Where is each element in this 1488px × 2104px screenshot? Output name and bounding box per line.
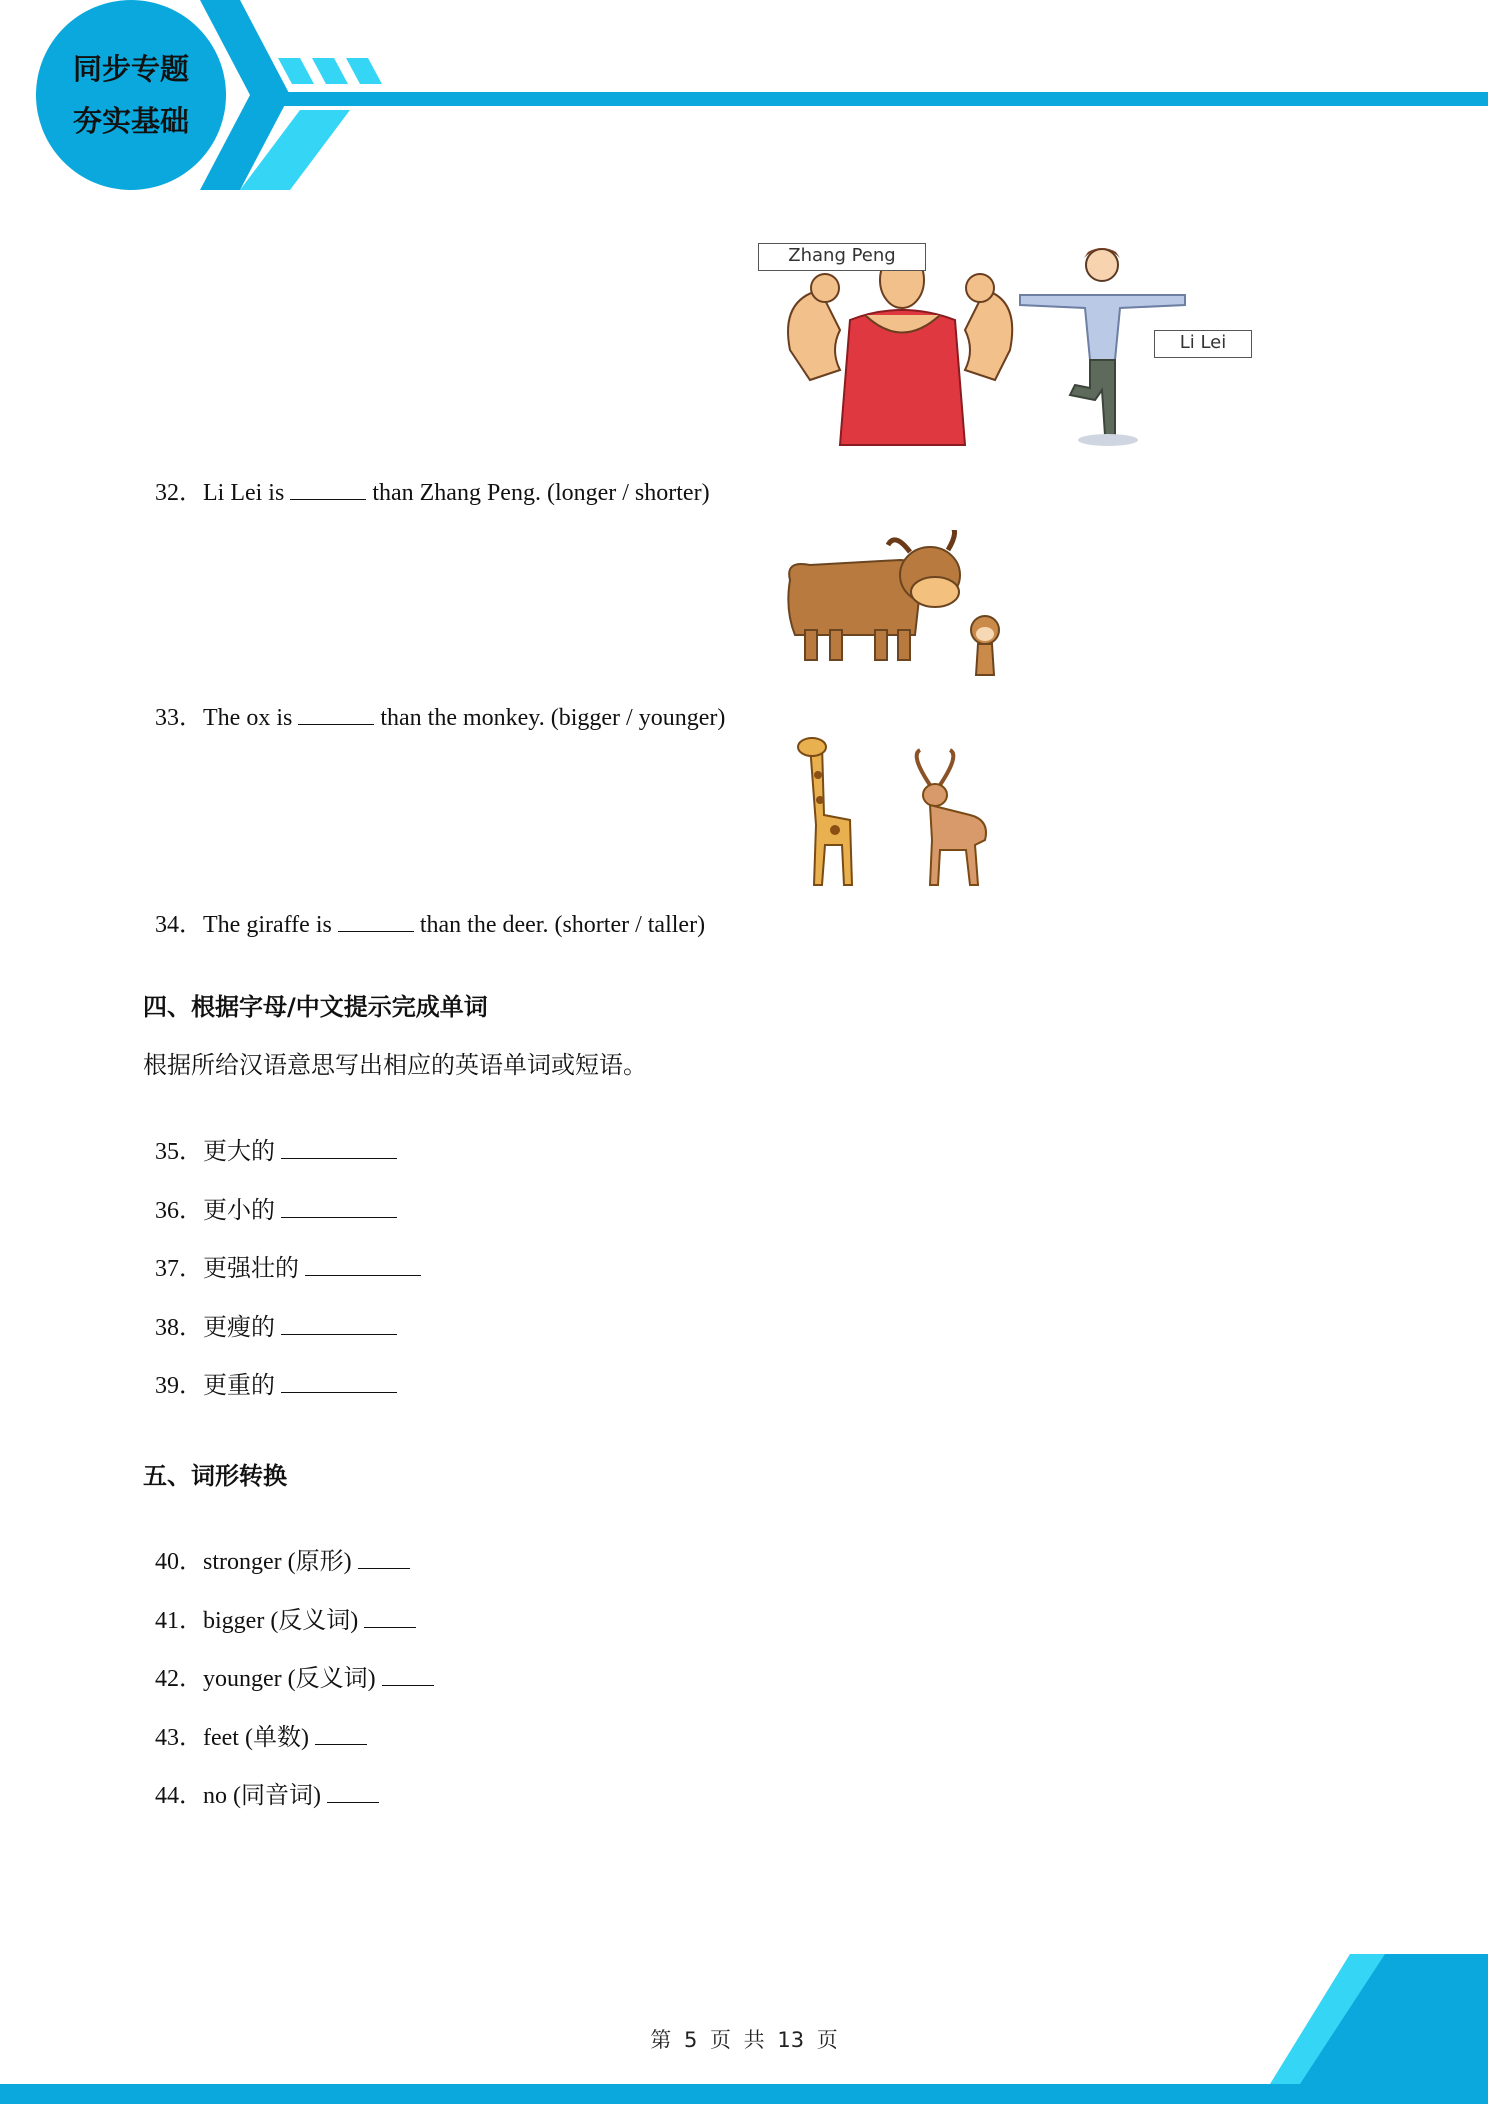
question-text-after: than the deer. (shorter / taller) <box>413 912 706 938</box>
badge-line-1: 同步专题 <box>72 52 189 86</box>
question-text: stronger (原形) <box>203 1549 358 1575</box>
question-number: 42． <box>155 1666 203 1692</box>
question-text: younger (反义词) <box>203 1666 382 1692</box>
question-40 <box>143 1514 410 1576</box>
answer-blank[interactable] <box>327 1780 379 1803</box>
ox-monkey-illustration <box>780 530 1010 690</box>
answer-blank[interactable] <box>315 1722 367 1745</box>
question-text: 更瘦的 <box>203 1315 281 1341</box>
question-42 <box>143 1631 434 1693</box>
giraffe-deer-illustration <box>790 735 1010 895</box>
question-text: no (同音词) <box>203 1783 327 1809</box>
question-44 <box>143 1748 379 1810</box>
question-number: 33． <box>155 705 203 731</box>
answer-blank[interactable] <box>290 477 366 500</box>
question-34 <box>143 877 705 939</box>
answer-blank[interactable] <box>281 1312 397 1335</box>
question-38 <box>143 1280 397 1342</box>
answer-blank[interactable] <box>358 1546 410 1569</box>
question-number: 37． <box>155 1256 203 1282</box>
question-text: 更小的 <box>203 1198 281 1224</box>
question-37 <box>143 1221 421 1283</box>
footer-banner <box>0 1954 1488 2104</box>
question-number: 38． <box>155 1315 203 1341</box>
question-number: 41． <box>155 1608 203 1634</box>
answer-blank[interactable] <box>281 1136 397 1159</box>
label-li-lei: Li Lei <box>1154 330 1252 358</box>
question-35 <box>143 1104 397 1166</box>
question-number: 39． <box>155 1373 203 1399</box>
question-32 <box>143 445 710 507</box>
label-zhang-peng: Zhang Peng <box>758 243 926 271</box>
answer-blank[interactable] <box>364 1605 416 1628</box>
question-number: 35． <box>155 1139 203 1165</box>
question-43 <box>143 1690 367 1752</box>
question-text: 更强壮的 <box>203 1256 305 1282</box>
question-text-before: The ox is <box>203 705 299 731</box>
page-number: 第 5 页 共 13 页 <box>650 2028 838 2052</box>
answer-blank[interactable] <box>305 1253 421 1276</box>
answer-blank[interactable] <box>298 702 374 725</box>
zhang-peng-li-lei-illustration <box>770 240 1220 460</box>
answer-blank[interactable] <box>338 909 414 932</box>
question-text-after: than the monkey. (bigger / younger) <box>374 705 726 731</box>
question-number: 40． <box>155 1549 203 1575</box>
question-39 <box>143 1338 397 1400</box>
section-4-instruction: 根据所给汉语意思写出相应的英语单词或短语。 <box>143 1053 647 1079</box>
question-41 <box>143 1573 416 1635</box>
answer-blank[interactable] <box>281 1370 397 1393</box>
badge-line-2: 夯实基础 <box>72 104 189 138</box>
question-number: 36． <box>155 1198 203 1224</box>
question-text-before: The giraffe is <box>203 912 338 938</box>
question-text: 更大的 <box>203 1139 281 1165</box>
question-number: 44． <box>155 1783 203 1809</box>
question-36 <box>143 1163 397 1225</box>
section-4-title: 四、根据字母/中文提示完成单词 <box>143 993 488 1021</box>
answer-blank[interactable] <box>382 1663 434 1686</box>
header-badge <box>36 0 226 190</box>
answer-blank[interactable] <box>281 1195 397 1218</box>
question-text: 更重的 <box>203 1373 281 1399</box>
section-5-title: 五、词形转换 <box>143 1462 287 1490</box>
question-number: 32． <box>155 480 203 506</box>
question-number: 34． <box>155 912 203 938</box>
question-text-after: than Zhang Peng. (longer / shorter) <box>366 480 710 506</box>
question-number: 43． <box>155 1725 203 1751</box>
question-text: feet (单数) <box>203 1725 315 1751</box>
question-33 <box>143 670 725 732</box>
question-text-before: Li Lei is <box>203 480 291 506</box>
question-text: bigger (反义词) <box>203 1608 365 1634</box>
